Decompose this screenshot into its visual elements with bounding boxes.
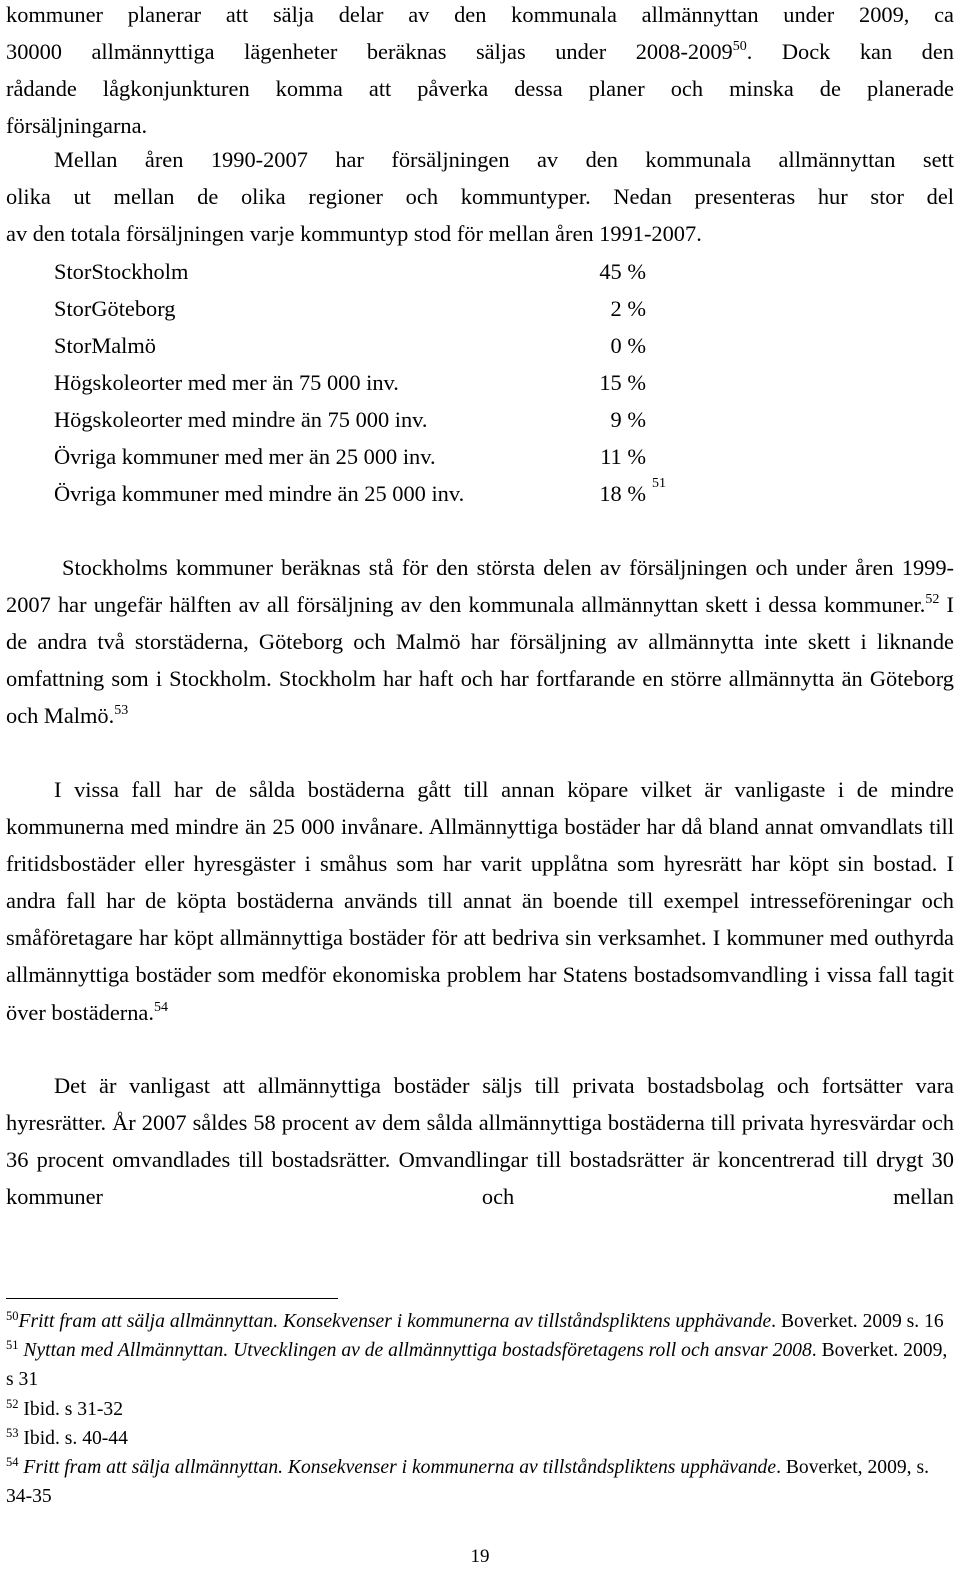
- region-label: StorGöteborg: [54, 296, 176, 321]
- page-number: 19: [470, 1546, 490, 1567]
- paragraph-private: [6, 1067, 954, 1215]
- footnote-source: Ibid. s 31-32: [23, 1398, 124, 1420]
- footnote-divider: [6, 1298, 338, 1299]
- text-line: Mellan åren 1990-2007 har försäljningen av den kommunala allmännyttan sett: [54, 147, 954, 172]
- text-line: av den totala försäljningen varje kommuntyp stod för mellan åren 1991-2007.: [6, 221, 702, 247]
- footnote: [6, 1424, 954, 1453]
- share-value: 45 %: [599, 259, 646, 284]
- text-line: 30000 allmännyttiga lägenheter beräknas säljas under 2008-2009$^{50}$. Dock kan den: [6, 39, 955, 65]
- sales-share-list: [54, 253, 694, 512]
- footnote-ref[interactable]: 54: [153, 999, 168, 1015]
- footnote-number: 54: [6, 1455, 19, 1470]
- footnote: [6, 1453, 954, 1511]
- footnote-source: . Boverket, 2009, s. 34-35: [6, 1457, 929, 1508]
- footnote-source: . Boverket. 2009 s. 16: [771, 1311, 944, 1332]
- footnote: [6, 1307, 954, 1336]
- region-label: StorStockholm: [54, 259, 189, 284]
- footnote-source: . Boverket. 2009, s 31: [6, 1340, 948, 1391]
- paragraph-buyers: [6, 771, 954, 1031]
- paragraph-text: Stockholms kommuner beräknas stå för den största delen av försäljningen och under åren 1999-2007 har ungefär hälften av all försäljning av den kommunala allmännyttan skett i dessa kommuner.$^{52}$ I de andra två storstäderna, Göteborg och Malmö har försäljning av allmännytta inte skett i liknande omfattning som i Stockholm. Stockholm har haft och har fortfarande en större allmännytta än Göteborg och Malmö.$^{53}$: [6, 555, 954, 729]
- region-label: Högskoleorter med mer än 75 000 inv.: [54, 370, 399, 395]
- paragraph-text: I vissa fall har de sålda bostäderna gått till annan köpare vilket är vanligaste i de mindre kommunerna med mindre än 25 000 invånare. Allmännyttiga bostäder har då bland annat omvandlats till fritidsbostäder eller hyresgäster i småhus som har varit upplåtna som hyresrätt har köpt sin bostad. I andra fall har de köpta bostäderna används till annat än boende till exempel intresseföreningar och småföretagare har köpt allmännyttiga bostäder för att bedriva sin verksamhet. I kommuner med outhyrda allmännyttiga bostäder som medför ekonomiska problem har Statens bostadsomvandling i vissa fall tagit över bostäderna.$^{54}$: [6, 777, 954, 1025]
- footnote: [6, 1336, 954, 1394]
- footnote-number: 52: [6, 1396, 19, 1411]
- paragraph-intro: [6, 141, 954, 252]
- list-item: [54, 475, 694, 512]
- paragraph-continuation: [6, 0, 954, 144]
- share-value: 18 %: [599, 481, 646, 506]
- list-item: [54, 401, 694, 438]
- region-label: Övriga kommuner med mer än 25 000 inv.: [54, 444, 436, 469]
- paragraph-stockholm: [6, 549, 954, 734]
- text-line: kommuner planerar att sälja delar av den kommunala allmännyttan under 2009, ca: [6, 2, 954, 27]
- share-value: 9 %: [610, 407, 646, 432]
- footnote-title: Fritt fram att sälja allmännyttan. Konsekvenser i kommunerna av tillståndspliktens upphävande: [18, 1311, 772, 1332]
- list-item: [54, 253, 694, 290]
- text-line: rådande lågkonjunkturen komma att påverka dessa planer och minska de planerade: [6, 76, 954, 102]
- text-line: olika ut mellan de olika regioner och kommuntyper. Nedan presenteras hur stor del: [6, 184, 954, 210]
- footnotes: [6, 1307, 954, 1511]
- share-value: 11 %: [600, 444, 646, 469]
- share-value: 15 %: [599, 370, 646, 395]
- share-value: 0 %: [610, 333, 646, 358]
- share-value: 2 %: [610, 296, 646, 321]
- list-item: [54, 327, 694, 364]
- footnote-ref[interactable]: 50: [732, 39, 747, 55]
- footnote-title: Nyttan med Allmännyttan. Utvecklingen av de allmännyttiga bostadsföretagens roll och ansvar 2008: [23, 1340, 812, 1362]
- footnote-number: 51: [6, 1338, 19, 1353]
- footnote-ref[interactable]: 53: [114, 703, 129, 719]
- footnote-ref[interactable]: 52: [925, 592, 940, 608]
- footnote: [6, 1395, 954, 1424]
- footnote-number: 53: [6, 1425, 19, 1440]
- region-label: Högskoleorter med mindre än 75 000 inv.: [54, 407, 428, 432]
- footnote-title: Fritt fram att sälja allmännyttan. Konsekvenser i kommunerna av tillståndspliktens upphävande: [23, 1457, 777, 1479]
- paragraph-text: Det är vanligast att allmännyttiga bostäder säljs till privata bostadsbolag och fortsätter vara hyresrätter. År 2007 såldes 58 procent av dem sålda allmännyttiga bostäderna till privata hyresvärdar och 36 procent omvandlades till bostadsrätter. Omvandlingar till bostadsrätter är koncentrerad till drygt 30 kommuner och mellan: [6, 1073, 954, 1210]
- region-label: StorMalmö: [54, 333, 157, 358]
- list-item: [54, 364, 694, 401]
- list-item: [54, 438, 694, 475]
- text-line: försäljningarna.: [6, 113, 148, 139]
- footnote-number: 50: [6, 1309, 19, 1323]
- footnote-source: Ibid. s. 40-44: [23, 1427, 128, 1449]
- region-label: Övriga kommuner med mindre än 25 000 inv.: [54, 481, 465, 506]
- footnote-ref[interactable]: 51: [652, 476, 666, 491]
- list-item: [54, 290, 694, 327]
